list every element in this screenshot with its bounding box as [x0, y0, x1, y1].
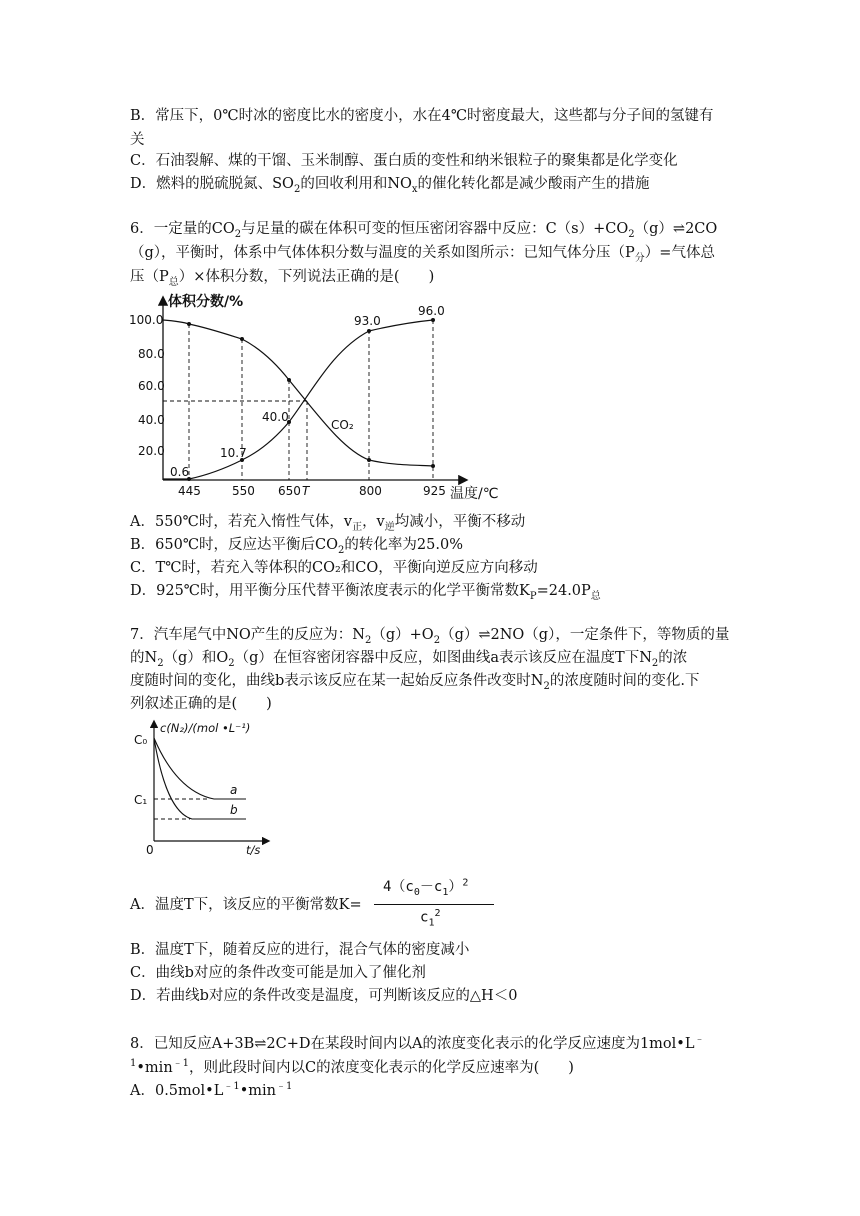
curve-b-label: b: [230, 803, 238, 817]
q6-option-d: D．925℃时，用平衡分压代替平衡浓度表示的化学平衡常数$K_P=24.0P_总$: [130, 583, 601, 602]
data-label: 10.7: [220, 446, 247, 460]
q8-option-a: A．$0.5mol•L^{﹣1}•\min^{﹣1}$: [130, 1081, 293, 1099]
data-label: 96.0: [418, 304, 445, 318]
q8-stem-line2: $^1•\min^{﹣1}$，则此段时间内以C的浓度变化表示的化学反应速率为( ): [130, 1058, 574, 1076]
fraction-numerator: $4(c_0-c_1)^2$: [383, 877, 469, 898]
fraction-denominator: $c_1^2$: [420, 908, 441, 929]
q5-option-d: D．燃料的脱硫脱氮、$SO_2$的回收利用和$NO_x$的催化转化都是减少酸雨产生的措施: [130, 176, 650, 195]
q7-option-c: C．曲线b对应的条件改变可能是加入了催化剂: [130, 965, 426, 981]
fraction-bar: [374, 904, 494, 905]
c1-label: C₁: [134, 793, 148, 807]
co2-curve: [163, 320, 433, 466]
x-tick: 800: [359, 484, 382, 498]
co-curve: [163, 320, 433, 479]
origin-label: 0: [146, 843, 154, 857]
concentration-time-chart: [128, 716, 278, 861]
chart2-xlabel: t/s: [246, 843, 261, 857]
y-tick: 100.0: [129, 313, 164, 327]
c0-label: C₀: [134, 733, 148, 747]
q5-option-b-line2: 关: [130, 132, 145, 148]
q7-stem-line4: 列叙述正确的是( ): [130, 696, 272, 712]
point-co2-650: [287, 378, 291, 382]
curve-a-label: a: [230, 783, 238, 797]
q6-option-a: A．550℃时，若充入惰性气体，$v_正$，$v_逆$均减小，平衡不移动: [130, 514, 526, 533]
q5-option-b-line1: B．常压下，0℃时冰的密度比水的密度小，水在4℃时密度最大，这些都与分子间的氢键有: [130, 108, 714, 124]
volume-fraction-chart: [128, 290, 508, 505]
data-label: 0.6: [170, 465, 190, 479]
point-co2-550: [240, 337, 244, 341]
q7-option-a: A．温度T下，该反应的平衡常数K=: [130, 897, 362, 913]
y-tick: 40.0: [138, 413, 165, 427]
x-tick: 650: [278, 484, 301, 498]
point-co-800: [367, 329, 371, 333]
q5-option-c: C．石油裂解、煤的干馏、玉米制醇、蛋白质的变性和纳米银粒子的聚集都是化学变化: [130, 153, 678, 169]
point-co2-445: [187, 322, 191, 326]
chart2-ylabel: c(N₂)/(mol •L⁻¹): [160, 721, 251, 735]
data-label: 93.0: [354, 314, 381, 328]
chart1-xlabel: 温度/℃: [450, 486, 499, 502]
y-tick: 20.0: [138, 444, 165, 458]
q7-option-b: B．温度T下，随着反应的进行，混合气体的密度减小: [130, 942, 470, 958]
q7-stem-line2: 的$N_2(g)$和$O_2(g)$在恒容密闭容器中反应，如图曲线a表示该反应在温度T下$N_2$的浓: [130, 650, 688, 669]
q7-stem-line1: 7．汽车尾气中NO产生的反应为：$N_2(g)+O_2(g)\rightleftharpoons 2NO(g)$，一定条件下，等物质的量: [130, 627, 730, 646]
y-tick: 60.0: [138, 379, 165, 393]
x-tick: T: [302, 484, 310, 498]
q6-stem-line1: 6．一定量的$CO_2$与足量的碳在体积可变的恒压密闭容器中反应：$C(s)+CO_2(g)\rightleftharpoons 2CO$: [130, 221, 718, 240]
point-co2-800: [367, 458, 371, 462]
x-tick: 550: [232, 484, 255, 498]
q6-stem-line2: （g），平衡时，体系中气体体积分数与温度的关系如图所示：已知气体分压$(P_分)=$气体总: [130, 245, 715, 264]
q8-stem-line1: 8．已知反应A+3B⇌2C+D在某段时间内以A的浓度变化表示的化学反应速度为1mol•L﹣: [130, 1034, 705, 1052]
point-co2-925: [431, 464, 435, 468]
q7-option-d: D．若曲线b对应的条件改变是温度，可判断该反应的△H＜0: [130, 988, 518, 1004]
x-tick: 925: [423, 484, 446, 498]
y-tick: 80.0: [138, 347, 165, 361]
q7-stem-line3: 度随时间的变化，曲线b表示该反应在某一起始反应条件改变时$N_2$的浓度随时间的变化.下: [130, 673, 700, 692]
q6-option-b: B．650℃时，反应达平衡后$CO_2$的转化率为25.0%: [130, 537, 463, 556]
chart1-ylabel: 体积分数/%: [168, 294, 244, 310]
series-label-co2: CO₂: [331, 418, 354, 432]
q6-option-c: C．T℃时，若充入等体积的CO₂和CO，平衡向逆反应方向移动: [130, 560, 538, 576]
q6-stem-line3: 压$(P_总)\times$体积分数，下列说法正确的是( ): [130, 269, 435, 288]
point-co-925: [431, 318, 435, 322]
data-label: 40.0: [262, 410, 289, 424]
x-tick: 445: [178, 484, 201, 498]
